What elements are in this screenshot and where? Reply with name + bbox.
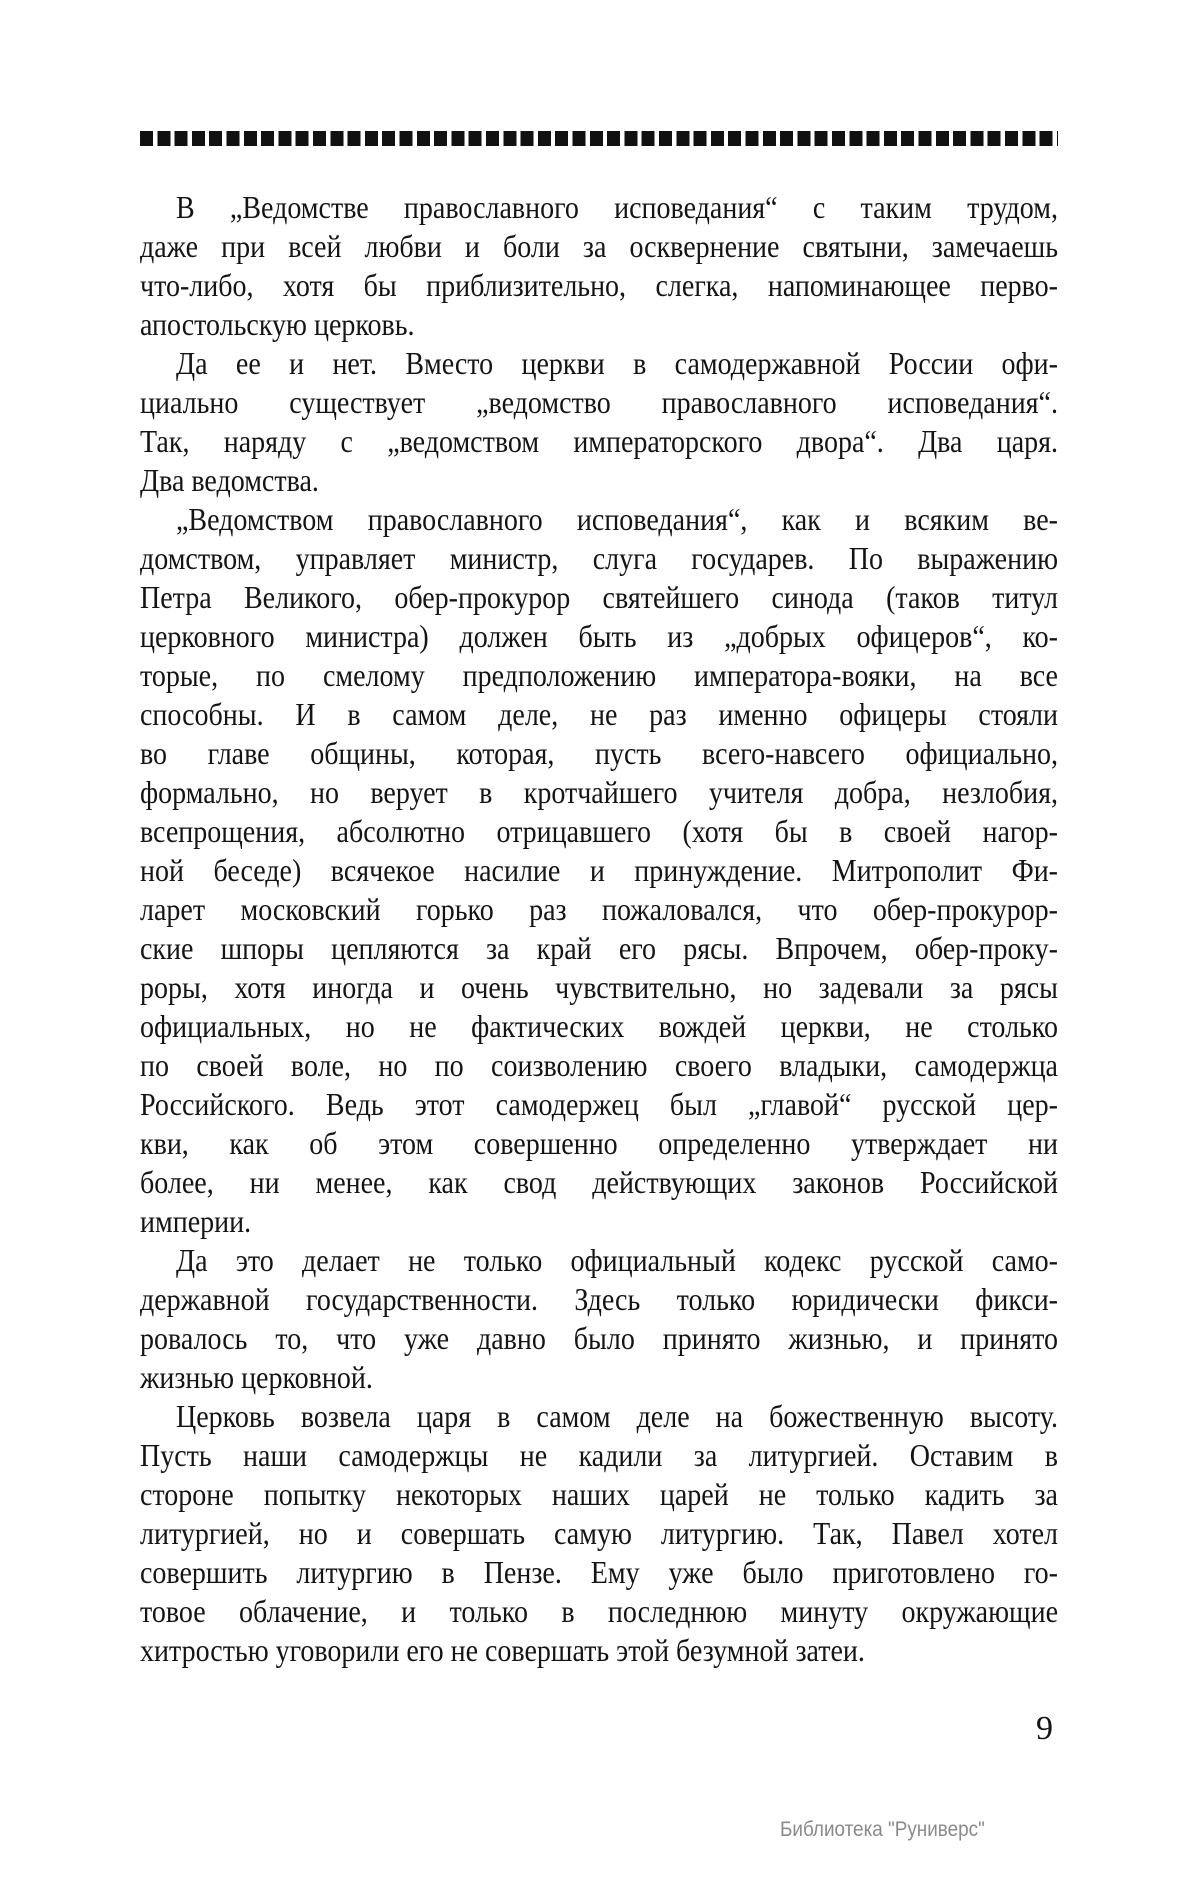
text-line: кви, как об этом совершенно определенно утверждает ни [140, 1126, 1058, 1163]
text-line: Да ее и нет. Вместо церкви в самодержавной России офи- [176, 346, 1058, 383]
page-number: 9 [1036, 1710, 1053, 1747]
text-line: домством, управляет министр, слуга государев. По выражению [140, 541, 1058, 578]
text-line: роры, хотя иногда и очень чувствительно, но задевали за рясы [140, 970, 1058, 1007]
text-line: ной беседе) всячекое насилие и принуждение. Митрополит Фи- [140, 853, 1058, 890]
text-line: всепрощения, абсолютно отрицавшего (хотя бы в своей нагор- [140, 814, 1058, 851]
text-line: циально существует „ведомство православного исповедания“. [140, 385, 1058, 422]
text-line: ларет московский горько раз пожаловался, что обер-прокурор- [140, 892, 1058, 929]
text-line: даже при всей любви и боли за осквернение святыни, замечаешь [140, 229, 1058, 266]
text-line: совершить литургию в Пензе. Ему уже было приготовлено го- [140, 1555, 1058, 1592]
text-line: товое облачение, и только в последнюю минуту окружающие [140, 1594, 1058, 1631]
paragraph [140, 1242, 1058, 1398]
text-line: ровалось то, что уже давно было принято жизнью, и принято [140, 1321, 1058, 1358]
text-line: более, ни менее, как свод действующих законов Российской [140, 1165, 1058, 1202]
text-line: литургией, но и совершать самую литургию. Так, Павел хотел [140, 1516, 1058, 1553]
text-line: церковного министра) должен быть из „добрых офицеров“, ко- [140, 619, 1058, 656]
text-line: что-либо, хотя бы приблизительно, слегка, напоминающее перво- [140, 268, 1058, 305]
text-line: В „Ведомстве православного исповедания“ с таким трудом, [176, 190, 1058, 227]
text-line: хитростью уговорили его не совершать этой безумной затеи. [140, 1633, 865, 1670]
paragraph [140, 501, 1058, 1242]
text-line: Российского. Ведь этот самодержец был „главой“ русской цер- [140, 1087, 1058, 1124]
text-line: апостольскую церковь. [140, 307, 415, 344]
text-line: Пусть наши самодержцы не кадили за литургией. Оставим в [140, 1438, 1058, 1475]
text-line: формально, но верует в кротчайшего учителя добра, незлобия, [140, 775, 1058, 812]
text-line: ские шпоры цепляются за край его рясы. Впрочем, обер-проку- [140, 931, 1058, 968]
text-line: официальных, но не фактических вождей церкви, не столько [140, 1009, 1058, 1046]
paragraph [140, 345, 1058, 501]
text-line: Да это делает не только официальный кодекс русской само- [176, 1243, 1058, 1280]
text-line: Петра Великого, обер-прокурор святейшего синода (таков титул [140, 580, 1058, 617]
text-line: во главе общины, которая, пусть всего-навсего официально, [140, 736, 1058, 773]
text-line: способны. И в самом деле, не раз именно офицеры стояли [140, 697, 1058, 734]
decorative-header-rule [140, 131, 1058, 146]
text-line: державной государственности. Здесь только юридически фикси- [140, 1282, 1058, 1319]
text-line: империи. [140, 1204, 252, 1241]
text-line: по своей воле, но по соизволению своего владыки, самодержца [140, 1048, 1058, 1085]
text-line: стороне попытку некоторых наших царей не только кадить за [140, 1477, 1058, 1514]
paragraph [140, 1398, 1058, 1671]
text-line: жизнью церковной. [140, 1360, 373, 1397]
text-line: „Ведомством православного исповедания“, как и всяким ве- [176, 502, 1058, 539]
body-text [140, 189, 1058, 1671]
text-line: торые, по смелому предположению императора-вояки, на все [140, 658, 1058, 695]
paragraph [140, 189, 1058, 345]
library-watermark: Библиотека "Руниверс" [780, 1818, 985, 1841]
text-line: Два ведомства. [140, 463, 319, 500]
text-line: Церковь возвела царя в самом деле на божественную высоту. [176, 1399, 1058, 1436]
text-line: Так, наряду с „ведомством императорского двора“. Два царя. [140, 424, 1058, 461]
